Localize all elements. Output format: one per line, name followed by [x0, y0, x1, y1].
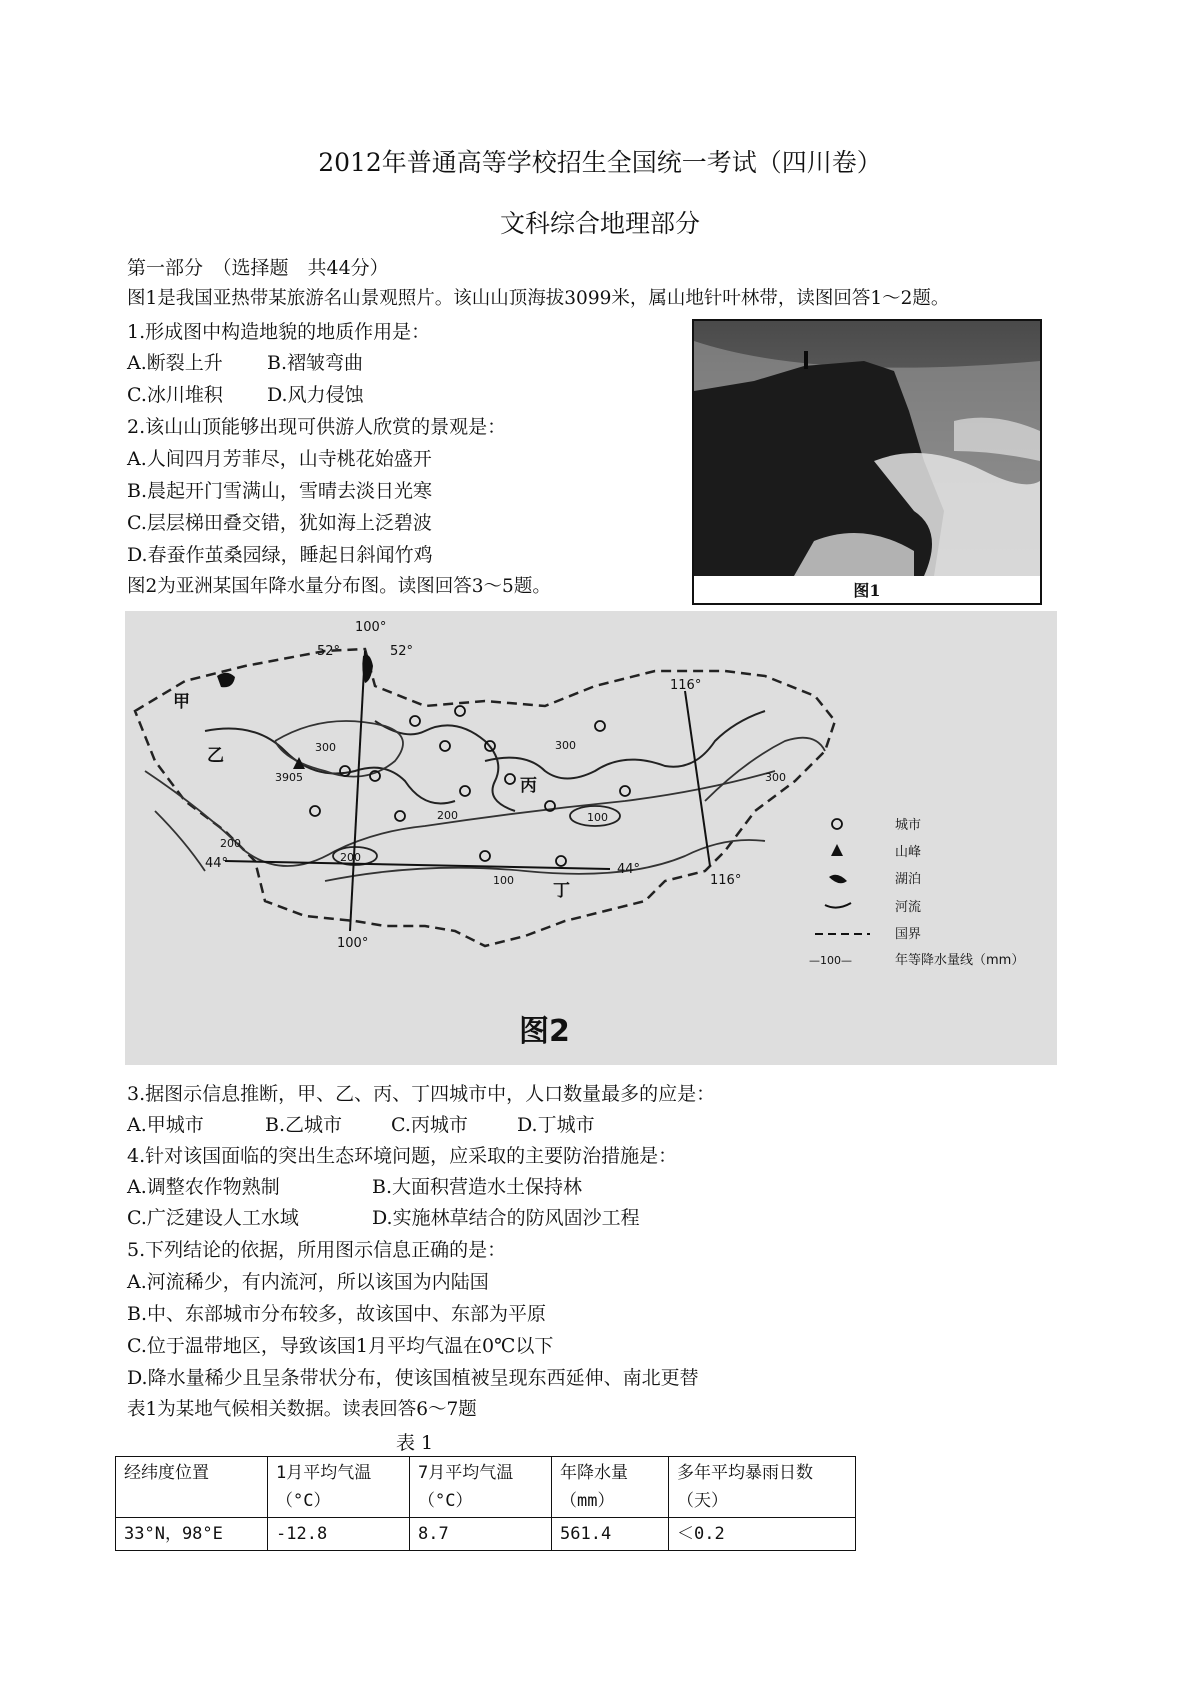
table-cell: 33°N，98°E	[116, 1518, 268, 1551]
q2-option-a: A.人间四月芳菲尽，山寺桃花始盛开	[127, 448, 432, 470]
q5-option-a: A.河流稀少，有内流河，所以该国为内陆国	[127, 1271, 489, 1293]
label-lat44-left: 44°	[205, 856, 229, 871]
lake-filled	[362, 655, 373, 683]
table-cell: 561.4	[552, 1518, 669, 1551]
label-lon116-top: 116°	[670, 678, 702, 693]
q4-option-d: D.实施林草结合的防风固沙工程	[372, 1207, 640, 1229]
label-lat44-right: 44°	[617, 862, 641, 877]
table-1-caption: 表 1	[396, 1432, 434, 1454]
q2-option-b: B.晨起开门雪满山，雪晴去淡日光寒	[127, 480, 433, 502]
legend-city-icon	[832, 819, 842, 829]
table-cell: 8.7	[410, 1518, 552, 1551]
city-marker	[410, 716, 420, 726]
table-header-cell: 多年平均暴雨日数 （天）	[669, 1457, 856, 1518]
city-marker	[620, 786, 630, 796]
q3-option-a: A.甲城市	[127, 1114, 204, 1136]
isoline-100	[155, 811, 205, 871]
label-iso200: 200	[437, 809, 458, 822]
isoline-100	[325, 840, 765, 881]
city-label-ding: 丁	[553, 881, 570, 901]
figure-2-caption: 图2	[519, 1014, 570, 1049]
table-row	[116, 1518, 856, 1551]
question-5-stem: 5.下列结论的依据，所用图示信息正确的是：	[127, 1239, 507, 1261]
section-heading: 第一部分 （选择题 共44分）	[127, 257, 389, 279]
table-cell: -12.8	[268, 1518, 410, 1551]
city-marker	[310, 806, 320, 816]
intro-table1: 表1为某地气候相关数据。读表回答6～7题	[127, 1399, 477, 1420]
legend-peak-icon	[831, 844, 843, 856]
intro-fig1: 图1是我国亚热带某旅游名山景观照片。该山山顶海拔3099米，属山地针叶林带，读图回答1～2题。	[127, 288, 950, 309]
city-marker	[440, 741, 450, 751]
question-1-stem: 1.形成图中构造地貌的地质作用是：	[127, 321, 431, 343]
legend-isoline-label: 年等降水量线（mm）	[895, 953, 1025, 968]
legend-lake-icon	[829, 875, 847, 884]
precipitation-map-svg	[125, 611, 1057, 1065]
city-marker	[455, 706, 465, 716]
q5-option-c: C.位于温带地区，导致该国1月平均气温在0℃以下	[127, 1335, 554, 1357]
legend-isoline-icon: —100—	[809, 954, 852, 967]
legend-lake-label: 湖泊	[895, 872, 922, 887]
label-lat52-right: 52°	[390, 644, 414, 659]
question-3-options	[127, 1113, 595, 1137]
city-marker	[460, 786, 470, 796]
city-marker	[340, 766, 350, 776]
label-iso300: 300	[765, 771, 786, 784]
table-header-cell: 经纬度位置	[116, 1457, 268, 1518]
figure-1-caption: 图1	[853, 581, 881, 600]
city-label-bing: 丙	[520, 776, 537, 796]
table-header-cell: 1月平均气温 （°C）	[268, 1457, 410, 1518]
label-iso200: 200	[220, 837, 241, 850]
city-marker	[556, 856, 566, 866]
table-header-row	[116, 1457, 856, 1518]
question-4-options-row2	[127, 1206, 640, 1230]
q1-option-d: D.风力侵蚀	[267, 384, 364, 406]
q2-option-d: D.春蚕作茧桑园绿，睡起日斜闻竹鸡	[127, 544, 433, 566]
label-lon100-bottom: 100°	[337, 936, 369, 951]
city-marker	[395, 811, 405, 821]
legend-peak-label: 山峰	[895, 845, 922, 860]
meridian-116	[685, 691, 710, 866]
city-marker	[505, 774, 515, 784]
q2-option-c: C.层层梯田叠交错，犹如海上泛碧波	[127, 512, 432, 534]
intro-fig2: 图2为亚洲某国年降水量分布图。读图回答3～5题。	[127, 576, 551, 597]
river-line	[485, 711, 765, 779]
label-iso100: 100	[587, 811, 608, 824]
legend-river-icon	[825, 903, 851, 908]
table-header-cell: 7月平均气温 （°C）	[410, 1457, 552, 1518]
label-iso100: 100	[493, 874, 514, 887]
isoline-200	[145, 771, 775, 866]
label-iso300: 300	[315, 741, 336, 754]
mountain-photo-image	[694, 321, 1040, 576]
label-lon116-bottom: 116°	[710, 873, 742, 888]
label-iso200: 200	[340, 851, 361, 864]
q5-option-b: B.中、东部城市分布较多，故该国中、东部为平原	[127, 1303, 547, 1325]
paper-subtitle: 文科综合地理部分	[499, 209, 700, 238]
legend-city-label: 城市	[895, 818, 922, 833]
legend-border-label: 国界	[895, 927, 922, 942]
label-lat52-left: 52°	[317, 644, 341, 659]
q4-option-b: B.大面积营造水土保持林	[372, 1176, 583, 1198]
q1-option-c: C.冰川堆积	[127, 384, 223, 406]
legend-river-label: 河流	[895, 900, 922, 915]
q1-option-b: B.褶皱弯曲	[267, 352, 364, 374]
river-line	[375, 721, 515, 811]
city-label-yi: 乙	[207, 746, 224, 766]
question-2-stem: 2.该山山顶能够出现可供游人欣赏的景观是：	[127, 416, 507, 438]
figure-1-photo	[692, 319, 1042, 605]
q3-option-d: D.丁城市	[517, 1114, 595, 1136]
question-1-options-row1	[127, 351, 363, 375]
question-1-options-row2	[127, 383, 364, 407]
q5-option-d: D.降水量稀少且呈条带状分布，使该国植被呈现东西延伸、南北更替	[127, 1367, 699, 1389]
figure-2-map	[125, 611, 1057, 1065]
question-4-options-row1	[127, 1175, 582, 1199]
city-marker	[480, 851, 490, 861]
q3-option-b: B.乙城市	[265, 1114, 343, 1136]
lake-filled	[217, 673, 235, 688]
label-peak-elevation: 3905	[275, 771, 303, 784]
city-marker	[595, 721, 605, 731]
border-line	[135, 649, 835, 946]
map-legend	[809, 818, 1024, 968]
question-3-stem: 3.据图示信息推断，甲、乙、丙、丁四城市中，人口数量最多的应是：	[127, 1083, 716, 1105]
q4-option-a: A.调整农作物熟制	[127, 1176, 280, 1198]
table-cell: ＜0.2	[669, 1518, 856, 1551]
paper-title: 2012年普通高等学校招生全国统一考试（四川卷）	[318, 148, 882, 177]
label-lon100-top: 100°	[355, 620, 387, 635]
question-4-stem: 4.针对该国面临的突出生态环境问题，应采取的主要防治措施是：	[127, 1145, 678, 1167]
meridian-100	[350, 651, 365, 931]
table-1	[115, 1456, 856, 1551]
city-label-jia: 甲	[173, 692, 190, 712]
q4-option-c: C.广泛建设人工水域	[127, 1207, 299, 1229]
label-iso300: 300	[555, 739, 576, 752]
river-line	[205, 729, 455, 804]
table-header-cell: 年降水量 （mm）	[552, 1457, 669, 1518]
q3-option-c: C.丙城市	[391, 1114, 468, 1136]
q1-option-a: A.断裂上升	[127, 352, 223, 374]
